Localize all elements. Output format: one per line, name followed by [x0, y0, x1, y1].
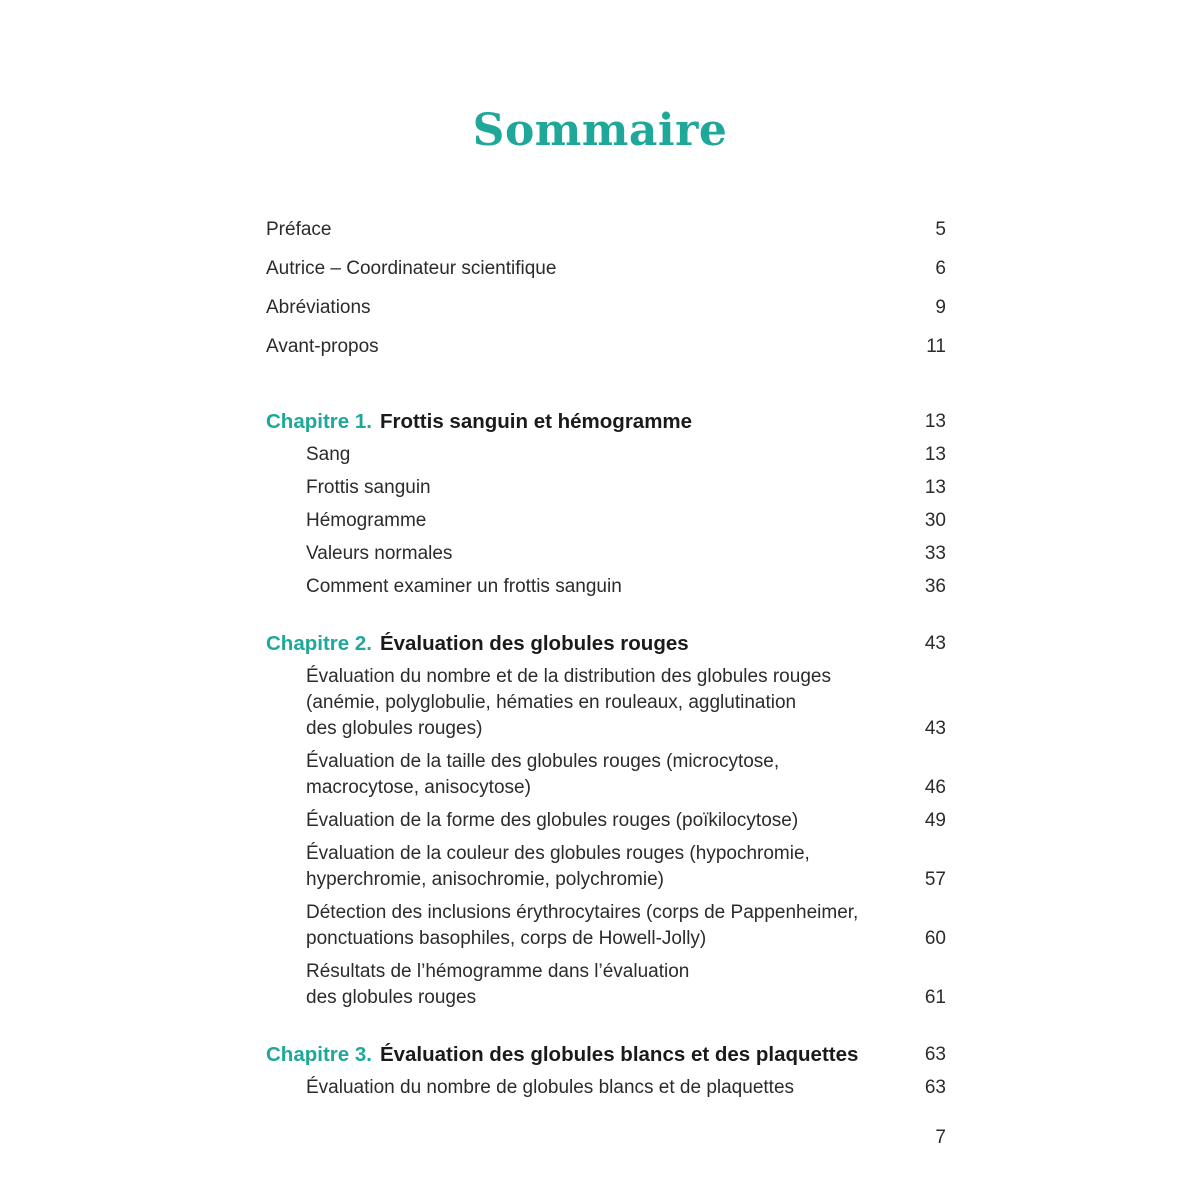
toc-section-line: des globules rouges) — [306, 718, 483, 739]
chapter-page: 63 — [924, 1044, 946, 1065]
toc-section-line: Détection des inclusions érythrocytaires (corps de Pappenheimer, — [306, 902, 859, 923]
toc-section-label: Hémogramme — [306, 510, 427, 531]
toc-section-label: Sang — [306, 444, 351, 465]
toc-section[interactable] — [266, 574, 946, 600]
toc-section[interactable] — [266, 475, 946, 501]
toc-section-line: Résultats de l’hémogramme dans l’évaluation — [306, 961, 690, 982]
toc-entry-preface[interactable] — [266, 217, 946, 243]
chapter-number: Chapitre 3. — [266, 1043, 372, 1066]
toc-entry-autrice[interactable] — [266, 256, 946, 282]
chapter-2-heading[interactable] — [266, 630, 946, 657]
toc-section[interactable] — [266, 541, 946, 567]
toc-entry-page: 6 — [935, 258, 946, 279]
toc-section-line: Évaluation de la taille des globules rouges (microcytose, — [306, 751, 780, 772]
toc-entry-abreviations[interactable] — [266, 295, 946, 321]
toc-section-page: 61 — [924, 987, 946, 1008]
toc-section-label: Comment examiner un frottis sanguin — [306, 576, 622, 597]
chapter-title: Frottis sanguin et hémogramme — [379, 410, 693, 433]
chapter-1-heading[interactable] — [266, 408, 946, 435]
toc-entry-page: 5 — [935, 219, 946, 240]
toc-section-page: 13 — [924, 444, 946, 465]
toc-section-page: 33 — [924, 543, 946, 564]
toc-entry-label: Autrice – Coordinateur scientifique — [266, 258, 557, 279]
toc-section-page: 36 — [924, 576, 946, 597]
chapter-number: Chapitre 1. — [266, 410, 372, 433]
toc-section-line: (anémie, polyglobulie, hématies en rouleaux, agglutination — [306, 692, 797, 713]
chapter-title: Évaluation des globules blancs et des plaquettes — [379, 1043, 859, 1066]
toc-section-page: 63 — [924, 1077, 946, 1098]
chapter-number: Chapitre 2. — [266, 632, 372, 655]
toc-section-label: Frottis sanguin — [306, 477, 431, 498]
toc-section[interactable] — [266, 664, 946, 742]
chapter-page: 43 — [924, 633, 946, 654]
toc-section-page: 43 — [924, 718, 946, 739]
toc-section-page: 46 — [924, 777, 946, 798]
toc-section-page: 30 — [924, 510, 946, 531]
toc-entry-label: Avant-propos — [266, 336, 379, 357]
page-title: Sommaire — [472, 105, 728, 156]
toc-section-page: 60 — [924, 928, 946, 949]
toc-section-line: Évaluation de la forme des globules rouges (poïkilocytose) — [306, 810, 799, 831]
chapter-page: 13 — [924, 411, 946, 432]
toc-section[interactable] — [266, 508, 946, 534]
page-number: 7 — [935, 1127, 946, 1148]
toc-section[interactable] — [266, 841, 946, 893]
toc-section-line: Évaluation de la couleur des globules rouges (hypochromie, — [306, 843, 810, 864]
toc-section-line: macrocytose, anisocytose) — [306, 777, 531, 798]
toc-entry-avant-propos[interactable] — [266, 334, 946, 360]
toc-section-page: 57 — [924, 869, 946, 890]
table-of-contents — [266, 217, 946, 1101]
toc-section-page: 49 — [924, 810, 946, 831]
toc-section[interactable] — [266, 749, 946, 801]
toc-entry-label: Abréviations — [266, 297, 371, 318]
toc-entry-page: 9 — [935, 297, 946, 318]
toc-section-line: Évaluation du nombre et de la distribution des globules rouges — [306, 666, 831, 687]
toc-section[interactable] — [266, 959, 946, 1011]
toc-section-label: Évaluation du nombre de globules blancs et de plaquettes — [306, 1077, 795, 1098]
chapter-title: Évaluation des globules rouges — [379, 632, 689, 655]
toc-section[interactable] — [266, 808, 946, 834]
toc-section-line: hyperchromie, anisochromie, polychromie) — [306, 869, 664, 890]
chapter-3-heading[interactable] — [266, 1041, 946, 1068]
toc-section-line: des globules rouges — [306, 987, 477, 1008]
toc-section[interactable] — [266, 900, 946, 952]
toc-entry-label: Préface — [266, 219, 332, 240]
toc-section-page: 13 — [924, 477, 946, 498]
toc-section-label: Valeurs normales — [306, 543, 453, 564]
toc-section[interactable] — [266, 1075, 946, 1101]
toc-section[interactable] — [266, 442, 946, 468]
toc-entry-page: 11 — [926, 336, 946, 357]
toc-section-line: ponctuations basophiles, corps de Howell-Jolly) — [306, 928, 707, 949]
